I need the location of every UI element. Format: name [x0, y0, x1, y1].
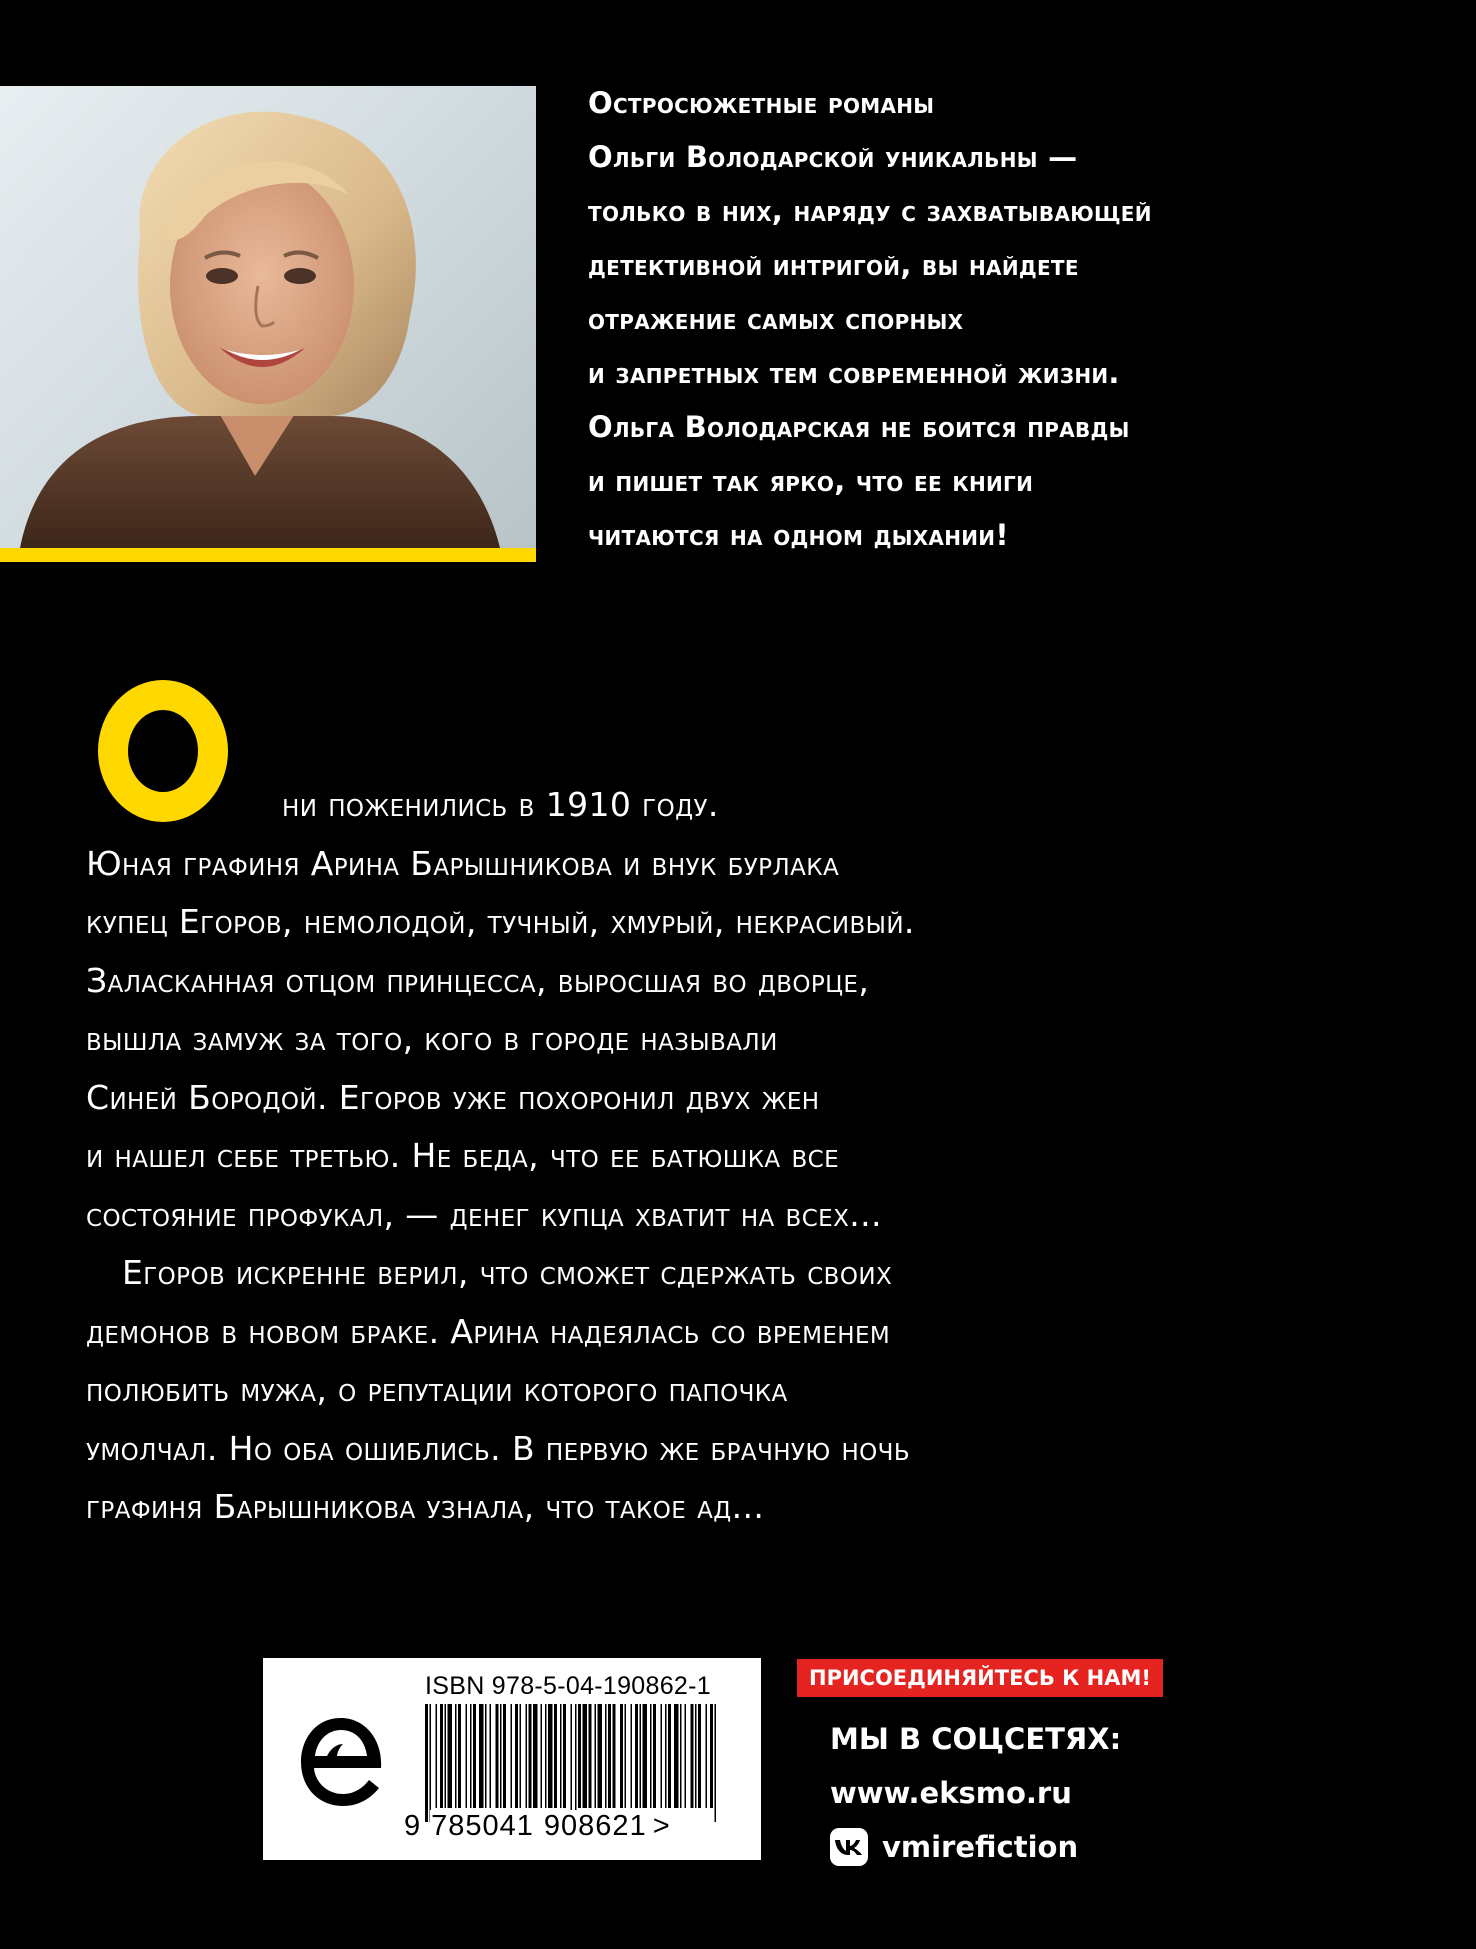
description-line: умолчал. Но оба ошиблись. В первую же брачную ночь: [86, 1428, 911, 1468]
promo-line: только в них, наряду с захватывающей: [588, 194, 1152, 228]
promo-line: Остросюжетные романы: [588, 86, 935, 120]
promo-text: [588, 76, 1448, 562]
barcode-digit-group: 908621: [543, 1810, 647, 1842]
description-line: Егоров искренне верил, что сможет сдержать своих: [122, 1253, 893, 1292]
promo-line: Ольги Володарской уникальны —: [588, 140, 1078, 174]
description-line: Юная графиня Арина Барышникова и внук бурлака: [86, 843, 840, 883]
promo-line: Ольга Володарская не боится правды: [588, 410, 1130, 444]
description-line: ни поженились в 1910 году.: [282, 785, 719, 824]
barcode-digit-group: >: [652, 1810, 671, 1842]
vk-link[interactable]: [830, 1820, 1121, 1874]
join-us-banner: ПРИСОЕДИНЯЙТЕСЬ К НАМ!: [797, 1659, 1163, 1697]
book-description: [86, 776, 1426, 1537]
promo-line: и запретных тем современной жизни.: [588, 356, 1120, 390]
promo-line: детективной интригой, вы найдете: [588, 248, 1079, 282]
barcode-digits: [403, 1810, 753, 1843]
vk-icon: [830, 1828, 868, 1866]
social-block: [830, 1712, 1121, 1874]
description-line: и нашел себе третью. Не беда, что ее батюшка все: [86, 1136, 840, 1175]
description-line: Заласканная отцом принцесса, выросшая во дворце,: [86, 960, 870, 1000]
promo-line: читаются на одном дыхании!: [588, 518, 1009, 552]
description-line: вышла замуж за того, кого в городе называли: [86, 1019, 778, 1058]
description-line: Синей Бородой. Егоров уже похоронил двух жен: [86, 1077, 820, 1117]
social-heading: МЫ В СОЦСЕТЯХ:: [830, 1722, 1122, 1756]
author-photo: [0, 86, 536, 562]
promo-line: отражение самых спорных: [588, 302, 964, 336]
description-line: состояние профукал, — денег купца хватит на всех...: [86, 1194, 882, 1234]
isbn-number: ISBN 978-5-04-190862-1: [425, 1672, 711, 1700]
website-link[interactable]: www.eksmo.ru: [830, 1776, 1072, 1810]
barcode-image: [423, 1704, 721, 1822]
eksmo-logo-icon: [297, 1710, 385, 1814]
promo-line: и пишет так ярко, что ее книги: [588, 464, 1034, 498]
description-line: купец Егоров, немолодой, тучный, хмурый, некрасивый.: [86, 902, 915, 941]
description-line: демонов в новом браке. Арина надеялась со временем: [86, 1311, 891, 1351]
description-line: полюбить мужа, о репутации которого папочка: [86, 1370, 788, 1409]
barcode-digit-group: 785041: [431, 1810, 534, 1842]
isbn-barcode-panel: [263, 1658, 761, 1860]
author-portrait-illustration: [0, 86, 536, 548]
vk-handle: vmirefiction: [882, 1830, 1079, 1864]
barcode-digit-group: 9: [404, 1810, 422, 1842]
description-line: графиня Барышникова узнала, что такое ад...: [86, 1487, 765, 1526]
